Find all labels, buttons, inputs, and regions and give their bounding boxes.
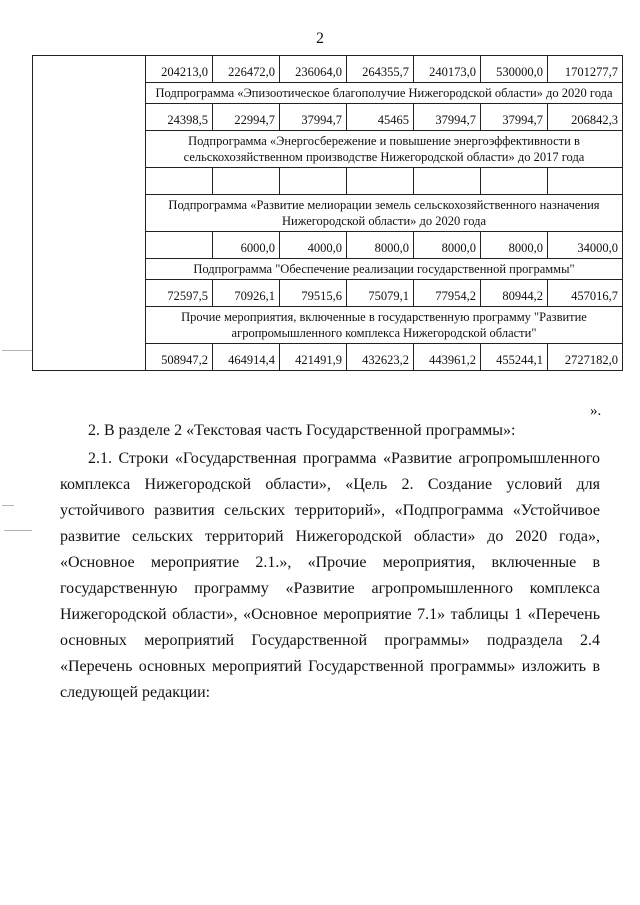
value-cell: 8000,0 bbox=[414, 232, 481, 259]
value-cell bbox=[146, 168, 213, 195]
value-cell: 70926,1 bbox=[213, 280, 280, 307]
total-cell: 1701277,7 bbox=[548, 56, 623, 83]
value-cell: 236064,0 bbox=[280, 56, 347, 83]
value-cell: 77954,2 bbox=[414, 280, 481, 307]
subprogram-title: Подпрограмма «Энергосбережение и повышение энергоэффективности в сельскохозяйственном производстве Нижегородской области» до 2017 года bbox=[146, 131, 623, 168]
value-cell: 226472,0 bbox=[213, 56, 280, 83]
value-cell bbox=[146, 232, 213, 259]
value-cell: 421491,9 bbox=[280, 344, 347, 371]
value-cell: 530000,0 bbox=[481, 56, 548, 83]
value-cell: 264355,7 bbox=[347, 56, 414, 83]
subprogram-title: Подпрограмма «Эпизоотическое благополучие Нижегородской области» до 2020 года bbox=[146, 83, 623, 104]
value-cell: 72597,5 bbox=[146, 280, 213, 307]
value-cell bbox=[347, 168, 414, 195]
value-cell bbox=[414, 168, 481, 195]
value-cell: 8000,0 bbox=[481, 232, 548, 259]
total-cell: 457016,7 bbox=[548, 280, 623, 307]
value-cell: 22994,7 bbox=[213, 104, 280, 131]
subprogram-title: Подпрограмма "Обеспечение реализации государственной программы" bbox=[146, 259, 623, 280]
subprogram-title: Подпрограмма «Развитие мелиорации земель сельскохозяйственного назначения Нижегородской области» до 2020 года bbox=[146, 195, 623, 232]
total-cell: 34000,0 bbox=[548, 232, 623, 259]
value-cell: 204213,0 bbox=[146, 56, 213, 83]
left-label-column bbox=[33, 56, 146, 371]
closing-quote-mark: ». bbox=[590, 403, 602, 419]
value-cell: 6000,0 bbox=[213, 232, 280, 259]
value-cell: 443961,2 bbox=[414, 344, 481, 371]
amendment-paragraph: 2.1. Строки «Государственная программа «Развитие агропромышленного комплекса Нижегородской области», «Цель 2. Создание условий для устойчивого развития сельских территорий», «Подпрограмма «Устойчивое развитие сельских территорий Нижегородской области» до 2020 года», «Основное мероприятие 2.1.», «Прочие мероприятия, включенные в государственную программу «Развитие агропромышленного комплекса Нижегородской области», «Основное мероприятие 7.1» таблицы 1 «Перечень основных мероприятий Государственной программы» подраздела 2.4 «Перечень основных мероприятий Государственной программы» изложить в следующей редакции: bbox=[60, 450, 600, 701]
value-cell: 508947,2 bbox=[146, 344, 213, 371]
section-heading-paragraph: 2. В разделе 2 «Текстовая часть Государственной программы»: bbox=[88, 422, 516, 439]
total-cell: 2727182,0 bbox=[548, 344, 623, 371]
value-cell: 8000,0 bbox=[347, 232, 414, 259]
value-cell: 37994,7 bbox=[481, 104, 548, 131]
values-row bbox=[33, 56, 623, 83]
value-cell: 79515,6 bbox=[280, 280, 347, 307]
total-cell: 206842,3 bbox=[548, 104, 623, 131]
value-cell: 80944,2 bbox=[481, 280, 548, 307]
scan-artifact bbox=[4, 530, 32, 531]
scan-artifact bbox=[2, 505, 14, 506]
value-cell: 75079,1 bbox=[347, 280, 414, 307]
value-cell: 464914,4 bbox=[213, 344, 280, 371]
table-body bbox=[33, 56, 623, 371]
value-cell: 37994,7 bbox=[280, 104, 347, 131]
total-cell bbox=[548, 168, 623, 195]
value-cell bbox=[280, 168, 347, 195]
scan-artifact bbox=[2, 350, 32, 351]
page-number: 2 bbox=[316, 30, 324, 47]
value-cell: 45465 bbox=[347, 104, 414, 131]
value-cell: 455244,1 bbox=[481, 344, 548, 371]
value-cell: 37994,7 bbox=[414, 104, 481, 131]
value-cell: 240173,0 bbox=[414, 56, 481, 83]
budget-table bbox=[32, 55, 623, 371]
value-cell bbox=[213, 168, 280, 195]
value-cell: 432623,2 bbox=[347, 344, 414, 371]
value-cell: 24398,5 bbox=[146, 104, 213, 131]
value-cell: 4000,0 bbox=[280, 232, 347, 259]
value-cell bbox=[481, 168, 548, 195]
subprogram-title: Прочие мероприятия, включенные в государственную программу "Развитие агропромышленного комплекса Нижегородской области" bbox=[146, 307, 623, 344]
